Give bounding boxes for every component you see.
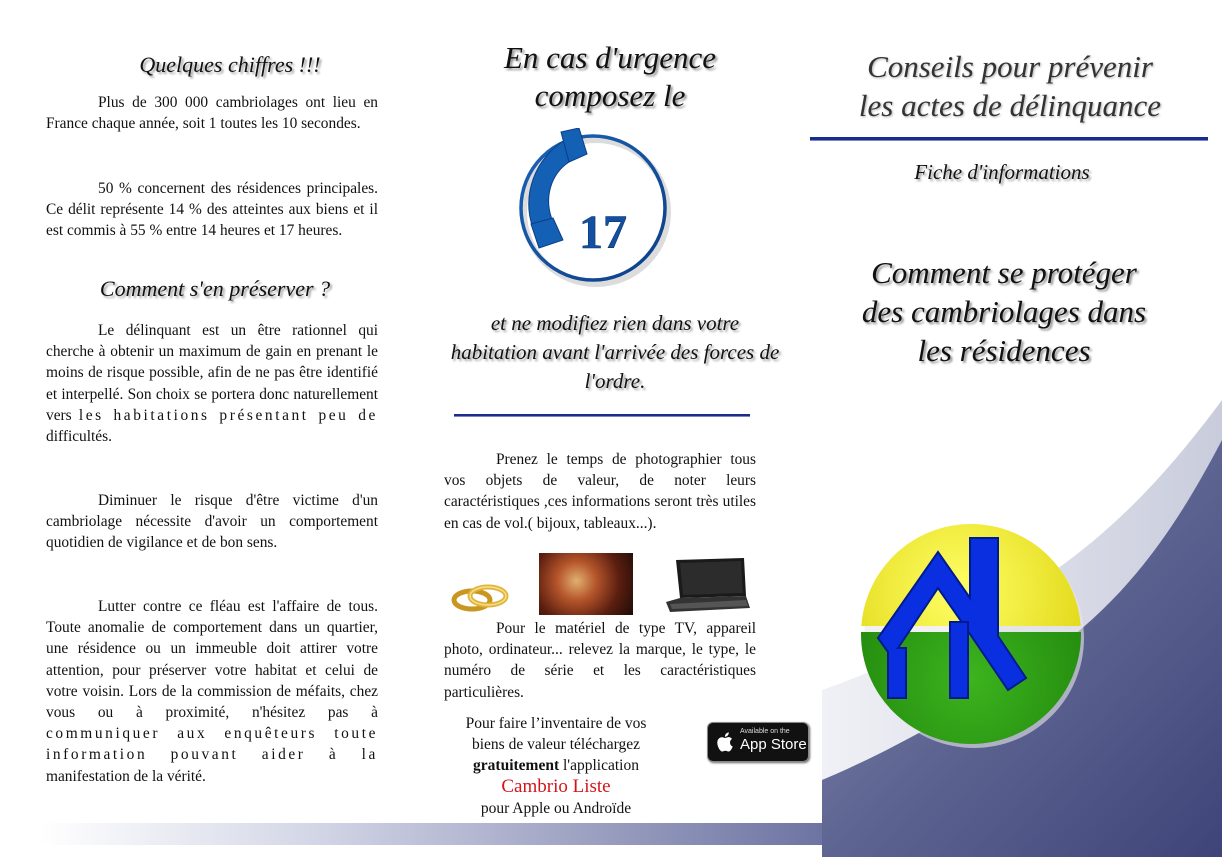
- paragraph-lutter-text: Lutter contre ce fléau est l'affaire de tous. Toute anomalie de comportement dans un quartier, une résidence ou un immeuble doit attirer votre attention, pour préserver votre habitat et celui de votre voisin. Lors de la commission de méfaits, chez vous ou à proximité, n'hésitez pas à: [46, 598, 378, 722]
- app-info-line1: Pour faire l’inventaire de vos: [465, 715, 647, 732]
- paragraph-lutter-spaced: communiquer aux enquêteurs toute information pouvant aider à la: [46, 725, 378, 764]
- paragraph-diminuer-text: Diminuer le risque d'être victime d'un cambriolage nécessite d'avoir un comportement quotidien de vigilance et de bon sens.: [46, 492, 378, 552]
- protect-title-line1: Comment se protéger: [871, 255, 1137, 290]
- laptop-image: [660, 558, 752, 614]
- house-logo-icon: [858, 512, 1090, 762]
- paragraph-delinquant-text: Le délinquant est un être rationnel qui cherche à obtenir un maximum de gain en prenant le moins de risque possible, afin de ne pas être identifié et interpellé. Son choix se portera donc naturellement vers: [46, 322, 378, 424]
- paragraph-photographier-text: Prenez le temps de photographier tous vos objets de valeur, de noter leurs caractéristiques ,ces informations seront très utiles en cas de vol.( bijoux, tableaux...).: [444, 451, 756, 532]
- protect-title-line3: les résidences: [917, 333, 1091, 368]
- wedding-rings-image: [450, 582, 510, 614]
- app-store-badge[interactable]: [707, 722, 809, 762]
- conseils-title-line2: les actes de délinquance: [858, 88, 1162, 123]
- paragraph-materiel: [444, 618, 756, 703]
- middle-column: [410, 0, 810, 857]
- paragraph-stats-2: [46, 178, 378, 242]
- paragraph-photographier: [444, 449, 756, 534]
- badge-small-text: Available on the: [740, 728, 790, 735]
- badge-big-text: App Store: [740, 736, 807, 753]
- protect-title-line2: des cambriolages dans: [861, 294, 1147, 329]
- paragraph-stats-1: [46, 92, 378, 134]
- emergency-instruction: et ne modifiez rien dans votre habitation avant l'arrivée des forces de l'ordre.: [450, 311, 780, 393]
- app-name[interactable]: Cambrio Liste: [501, 776, 611, 797]
- app-info: [440, 713, 672, 819]
- paragraph-delinquant: [46, 320, 378, 447]
- left-column: [0, 0, 410, 857]
- fiche-informations: Fiche d'informations: [914, 160, 1090, 184]
- painting-image: [539, 553, 633, 615]
- middle-divider: [454, 414, 750, 417]
- paragraph-stats-2-text: 50 % concernent des résidences principales. Ce délit représente 14 % des atteintes aux biens et il est commis à 55 % entre 14 heures et 17 heures.: [46, 180, 378, 240]
- right-column: [810, 0, 1222, 857]
- emergency-title-line1: En cas d'urgence: [503, 40, 717, 75]
- paragraph-stats-1-text: Plus de 300 000 cambriolages ont lieu en France chaque année, soit 1 toutes les 10 secondes.: [46, 94, 378, 133]
- apple-icon: [717, 731, 735, 753]
- paragraph-materiel-text: Pour le matériel de type TV, appareil photo, ordinateur... relevez la marque, le type, le numéro de série et les caractéristiques particulières.: [444, 620, 756, 701]
- phone-17-icon: [513, 128, 673, 290]
- emergency-title-line2: composez le: [534, 78, 686, 113]
- paragraph-diminuer: [46, 490, 378, 554]
- emergency-number: 17: [579, 206, 627, 259]
- app-info-line3-rest: l'application: [559, 757, 639, 774]
- app-info-bold: gratuitement: [473, 757, 560, 774]
- heading-quelques-chiffres: Quelques chiffres !!!: [139, 52, 321, 77]
- app-info-line4: pour Apple ou Androïde: [480, 800, 632, 817]
- paragraph-delinquant-spaced: les habitations présentant peu de: [78, 406, 378, 424]
- right-divider: [810, 137, 1208, 141]
- conseils-title-line1: Conseils pour prévenir: [867, 49, 1153, 84]
- app-info-line2: biens de valeur téléchargez: [472, 736, 640, 753]
- heading-comment-preserver: Comment s'en préserver ?: [99, 276, 331, 301]
- app-info-line3: [440, 755, 672, 776]
- paragraph-lutter: [46, 596, 378, 787]
- paragraph-lutter-end: manifestation de la vérité.: [46, 767, 206, 785]
- paragraph-delinquant-end: difficultés.: [46, 428, 112, 446]
